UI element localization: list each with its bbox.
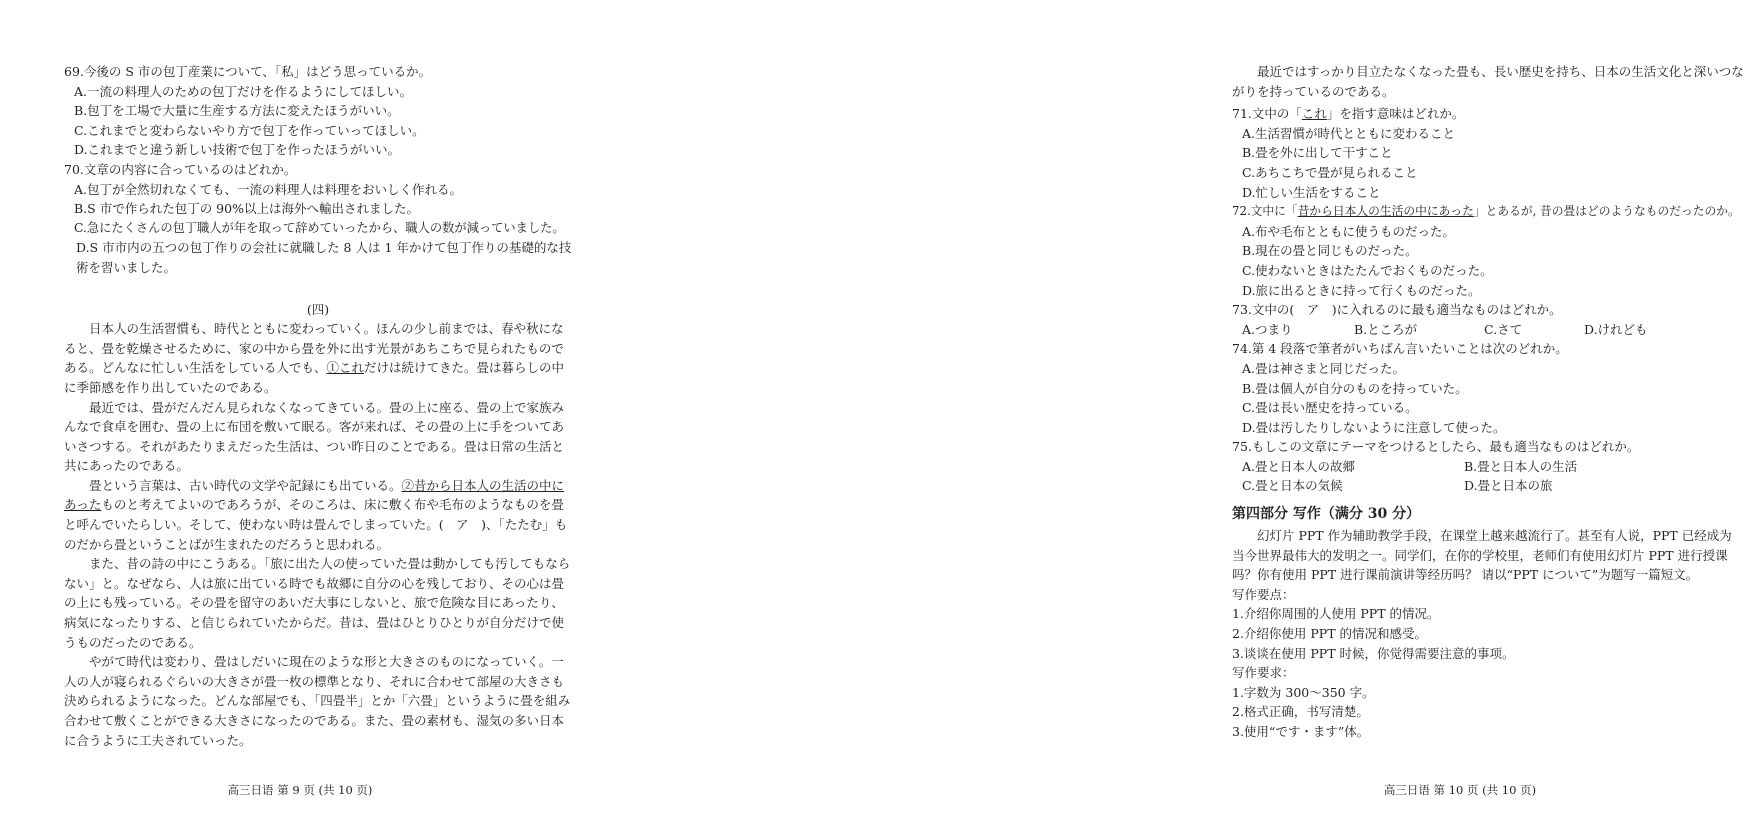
q70-option-b: B.S 市で作られた包丁の 90%以上は海外へ輸出されました。 bbox=[74, 201, 419, 217]
writing-requirement-1: 1.字数为 300～350 字。 bbox=[1232, 684, 1375, 700]
underlined-phrase-2: ②昔から日本人の生活の中にあった bbox=[64, 477, 565, 513]
q75-options-row-1 bbox=[1232, 457, 1744, 477]
left-page-footer: 高三日语 第 9 页 (共 10 页) bbox=[227, 783, 373, 797]
q71-stem: 71.文中の「これ」を指す意味はどれか。 bbox=[1232, 106, 1465, 122]
right-page-footer: 高三日语 第 10 页 (共 10 页) bbox=[1383, 783, 1537, 797]
q70-option-a: A.包丁が全然切れなくても、一流の料理人は料理をおいしく作れる。 bbox=[74, 181, 463, 197]
q74-option-a: A.畳は神さまと同じだった。 bbox=[1242, 360, 1406, 376]
right-page bbox=[600, 0, 1744, 832]
q74-option-d: D.畳は汚したりしないように注意して使った。 bbox=[1242, 419, 1506, 435]
q69-option-a: A.一流の料理人のための包丁だけを作るようにしてほしい。 bbox=[74, 83, 413, 99]
q75-option-a: A.畳と日本人の故郷 bbox=[1242, 458, 1356, 474]
q74-option-c: C.畳は長い歴史を持っている。 bbox=[1242, 400, 1418, 416]
passage-paragraph-2: 最近では、畳がだんだん見られなくなってきている。畳の上に座る、畳の上で家族みんなで食卓を囲む、畳の上に布団を敷いて眠る。客が来れば、その畳の上に手をついてあいさつする。それがあたりまえだった生活は、つい昨日のことである。畳は日常の生活と共にあったのである。 bbox=[64, 399, 565, 474]
q73-option-a: A.つまり bbox=[1242, 321, 1293, 337]
q69-stem: 69.今後の S 市の包丁産業について、「私」はどう思っているか。 bbox=[64, 64, 432, 79]
underlined-kore-1: ①これ bbox=[326, 360, 365, 376]
q70-option-d: D.S 市市内の五つの包丁作りの会社に就職した 8 人は 1 年かけて包丁作りの基礎的な技術を習いました。 bbox=[76, 240, 572, 275]
right-column bbox=[1232, 62, 1744, 742]
q71-option-b: B.畳を外に出して干すこと bbox=[1242, 145, 1393, 161]
passage-paragraph-5: やがて時代は変わり、畳はしだいに現在のような形と大きさのものになっていく。一人の人が寝られるぐらいの大きさが畳一枚の標準となり、それに合わせて部屋の大きさも決められるようになった。どんな部屋でも、「四畳半」とか「六畳」というように畳を組み合わせて敷くことができる大きさになったのである。また、畳の素材も、湿気の多い日本に合うように工夫されていった。 bbox=[64, 654, 571, 748]
q69-option-c: C.これまでと変わらないやり方で包丁を作っていってほしい。 bbox=[74, 122, 425, 138]
q72-stem: 72.文中に「昔から日本人の生活の中にあった」とあるが, 昔の畳はどのようなものだったのか。 bbox=[1232, 204, 1740, 219]
q74-stem: 74.第 4 段落で筆者がいちばん言いたいことは次のどれか。 bbox=[1232, 341, 1568, 357]
q73-options bbox=[1232, 320, 1744, 340]
q75-stem: 75.もしこの文章にテーマをつけるとしたら、最も適当なものはどれか。 bbox=[1232, 439, 1640, 455]
q75-options-row-2 bbox=[1232, 476, 1744, 496]
q74-option-b: B.畳は個人が自分のものを持っていた。 bbox=[1242, 380, 1468, 396]
passage-title: (四) bbox=[306, 301, 330, 317]
passage-paragraph-6: 最近ではすっかり目立たなくなった畳も、長い歴史を持ち、日本の生活文化と深いつながりを持っているのである。 bbox=[1232, 64, 1744, 99]
left-page bbox=[0, 0, 600, 832]
q71-option-d: D.忙しい生活をすること bbox=[1242, 184, 1381, 200]
writing-points-label: 写作要点： bbox=[1232, 586, 1295, 602]
q73-option-c: C.さて bbox=[1484, 321, 1523, 337]
q72-option-b: B.現在の畳と同じものだった。 bbox=[1242, 243, 1418, 259]
q75-option-c: C.畳と日本の気候 bbox=[1242, 478, 1343, 494]
q72-option-c: C.使わないときはたたんでおくものだった。 bbox=[1242, 262, 1493, 278]
writing-section-title: 第四部分 写作（满分 30 分） bbox=[1232, 506, 1421, 523]
writing-requirements-label: 写作要求： bbox=[1232, 665, 1295, 681]
q70-stem: 70.文章の内容に合っているのはどれか。 bbox=[64, 161, 297, 177]
writing-point-1: 1.介绍你周围的人使用 PPT 的情况。 bbox=[1232, 606, 1440, 622]
q73-option-d: D.けれども bbox=[1584, 321, 1648, 337]
passage-paragraph-3: 畳という言葉は、古い時代の文学や記録にも出ている。②昔から日本人の生活の中にあったものと考えてよいのであろうが、そのころは、床に敷く布や毛布のようなものを畳と呼んでいたらしい。そして、使わない時は畳んでしまっていた。( ア )、「たたむ」ものだから畳ということばが生まれたのだろうと思われる。 bbox=[64, 477, 568, 552]
passage-paragraph-1: 日本人の生活習慣も、時代とともに変わっていく。ほんの少し前までは、春や秋になると、畳を乾燥させるために、家の中から畳を外に出す光景があちこちで見られたものである。どんなに忙しい生活をしている人でも、①これだけは続けてきた。畳は暮らしの中に季節感を作り出していたのである。 bbox=[64, 321, 565, 395]
writing-point-2: 2.介绍你使用 PPT 的情况和感受。 bbox=[1232, 626, 1428, 642]
left-column bbox=[64, 62, 572, 750]
q69-option-d: D.これまでと違う新しい技術で包丁を作ったほうがいい。 bbox=[74, 142, 401, 158]
q72-option-a: A.布や毛布とともに使うものだった。 bbox=[1242, 223, 1456, 239]
q75-option-d: D.畳と日本の旅 bbox=[1464, 478, 1553, 494]
q75-option-b: B.畳と日本人の生活 bbox=[1464, 458, 1578, 474]
writing-requirement-2: 2.格式正确，书写清楚。 bbox=[1232, 704, 1369, 720]
writing-requirement-3: 3.使用“です・ます”体。 bbox=[1232, 724, 1370, 739]
q71-option-c: C.あちこちで畳が見られること bbox=[1242, 164, 1418, 180]
writing-intro: 幻灯片 PPT 作为辅助教学手段，在课堂上越来越流行了。甚至有人说，PPT 已经成为当今世界最伟大的发明之一。同学们，在你的学校里，老师们有使用幻灯片 PPT 进行授课吗？你有使用 PPT 进行课前演讲等经历吗？ 请以“PPT について”为题写一篇短文。 bbox=[1232, 528, 1732, 583]
q71-option-a: A.生活習慣が時代とともに変わること bbox=[1242, 125, 1456, 141]
passage-paragraph-4: また、昔の詩の中にこうある。「旅に出た人の使っていた畳は動かしても汚してもならない」と。なぜなら、人は旅に出ている時でも故郷に自分の心を残しており、その心は畳の上にも残っている。その畳を留守のあいだ大事にしないと、旅で危険な目にあったり、病気になったりする、と信じられていたからだ。昔は、畳はひとりひとりが自分だけで使うものだったのである。 bbox=[64, 556, 571, 650]
q72-option-d: D.旅に出るときに持って行くものだった。 bbox=[1242, 282, 1481, 298]
q70-option-c: C.急にたくさんの包丁職人が年を取って辞めていったから、職人の数が減っていました。 bbox=[74, 220, 565, 235]
q73-stem: 73.文中の( ア )に入れるのに最も適当なものはどれか。 bbox=[1232, 302, 1562, 318]
q73-option-b: B.ところが bbox=[1354, 321, 1418, 337]
q69-option-b: B.包丁を工場で大量に生産する方法に変えたほうがいい。 bbox=[74, 103, 400, 119]
writing-point-3: 3.谈谈在使用 PPT 时候，你觉得需要注意的事项。 bbox=[1232, 645, 1515, 661]
